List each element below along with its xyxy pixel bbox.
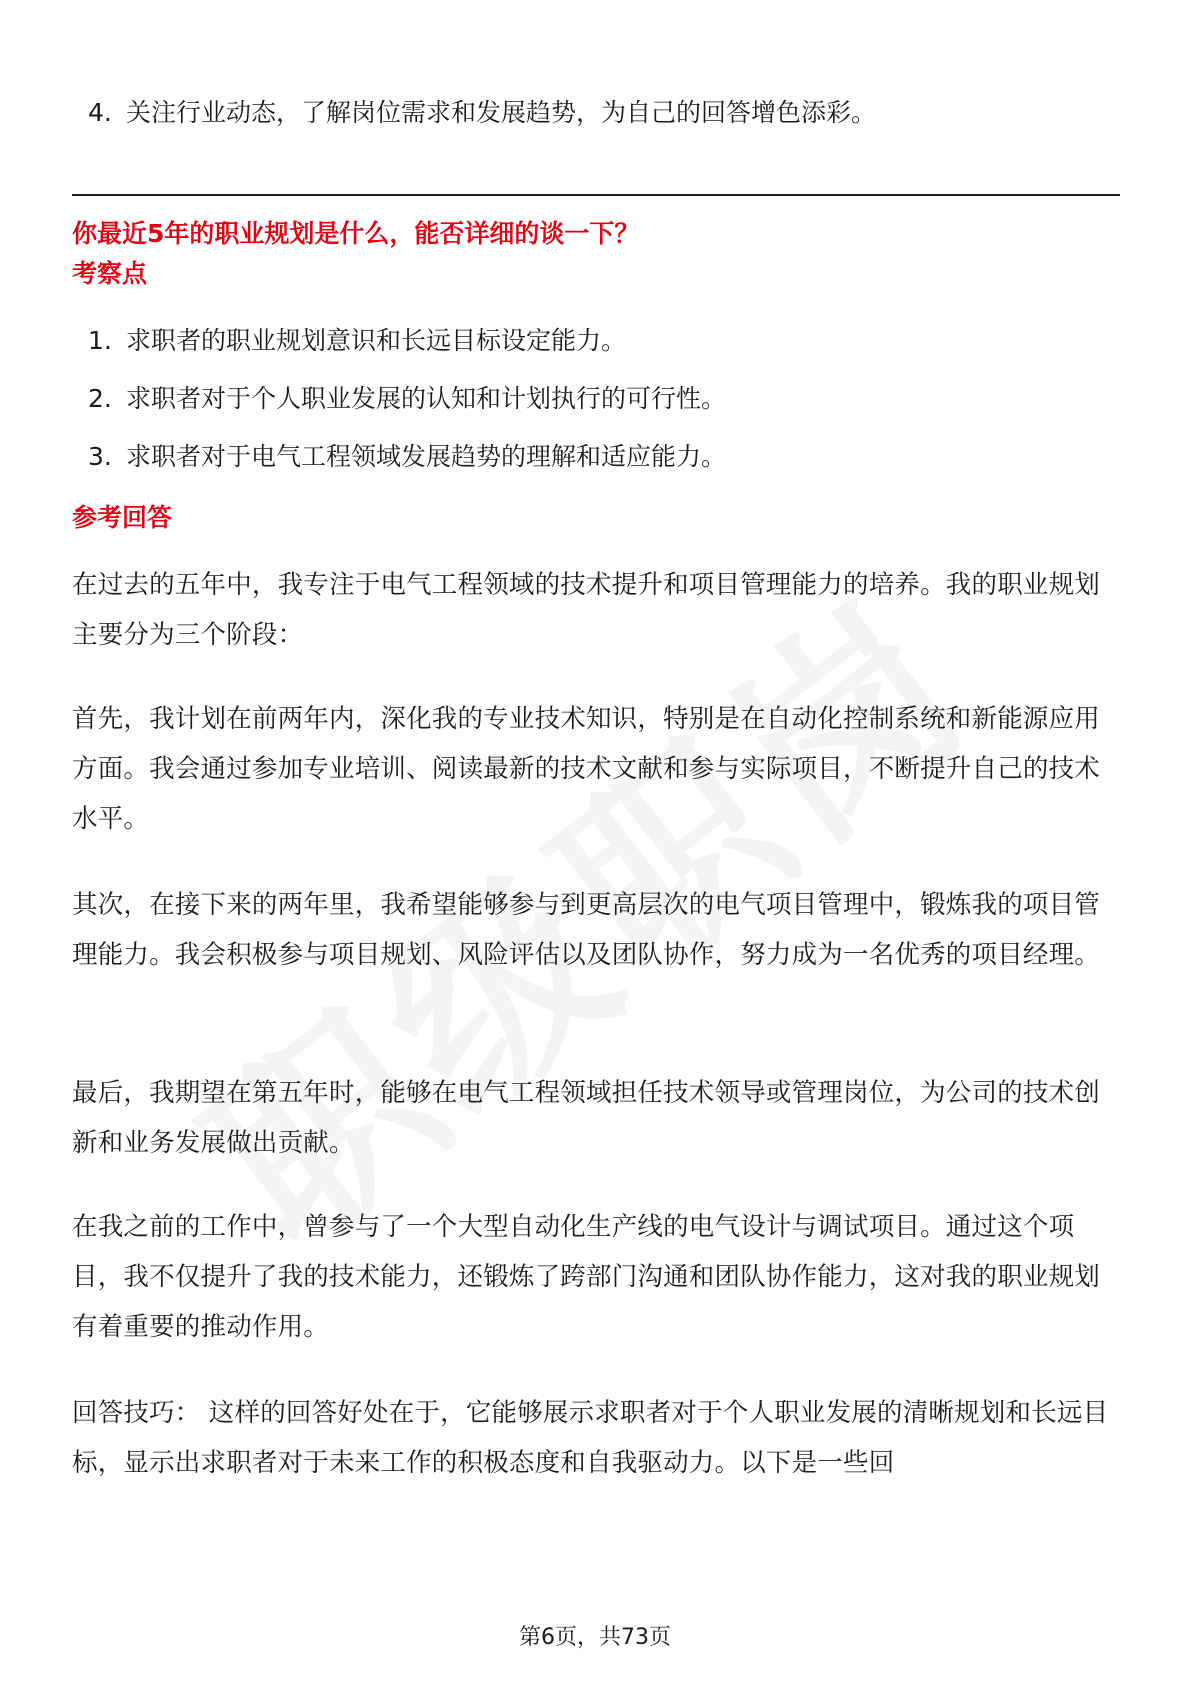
list-text: 关注行业动态，了解岗位需求和发展趋势，为自己的回答增色添彩。 (126, 98, 877, 127)
divider (72, 194, 1120, 196)
list-item (88, 370, 726, 428)
list-item (88, 84, 876, 142)
answer-paragraph: 其次，在接下来的两年里，我希望能够参与到更高层次的电气项目管理中，锻炼我的项目管理能力。我会积极参与项目规划、风险评估以及团队协作，努力成为一名优秀的项目经理。 (72, 890, 1101, 970)
section-heading-answer: 参考回答 (72, 503, 173, 532)
page-number: 第6页，共73页 (519, 1625, 671, 1650)
answer-paragraph: 首先，我计划在前两年内，深化我的专业技术知识，特别是在自动化控制系统和新能源应用方面。我会通过参加专业培训、阅读最新的技术文献和参与实际项目，不断提升自己的技术水平。 (72, 704, 1101, 834)
list-item (88, 428, 726, 486)
list-text: 求职者对于电气工程领域发展趋势的理解和适应能力。 (126, 442, 727, 471)
list-text: 求职者对于个人职业发展的认知和计划执行的可行性。 (126, 384, 727, 413)
list-number: 4. (88, 98, 112, 127)
answer-paragraph: 在过去的五年中，我专注于电气工程领域的技术提升和项目管理能力的培养。我的职业规划主要分为三个阶段： (72, 570, 1101, 650)
list-number: 2. (88, 384, 112, 413)
focus-list (88, 312, 726, 486)
list-number: 1. (88, 326, 112, 355)
tip-paragraph: 回答技巧： 这样的回答好处在于，它能够展示求职者对于个人职业发展的清晰规划和长远目标，显示出求职者对于未来工作的积极态度和自我驱动力。以下是一些回 (72, 1398, 1109, 1478)
list-text: 求职者的职业规划意识和长远目标设定能力。 (126, 326, 627, 355)
answer-paragraph: 最后，我期望在第五年时，能够在电气工程领域担任技术领导或管理岗位，为公司的技术创新和业务发展做出贡献。 (72, 1078, 1101, 1158)
list-number: 3. (88, 442, 112, 471)
section-heading-focus: 考察点 (72, 259, 148, 288)
answer-paragraph: 在我之前的工作中，曾参与了一个大型自动化生产线的电气设计与调试项目。通过这个项目，我不仅提升了我的技术能力，还锻炼了跨部门沟通和团队协作能力，这对我的职业规划有着重要的推动作用。 (72, 1212, 1101, 1342)
list-item (88, 312, 726, 370)
question-title: 你最近5年的职业规划是什么，能否详细的谈一下？ (72, 219, 640, 248)
